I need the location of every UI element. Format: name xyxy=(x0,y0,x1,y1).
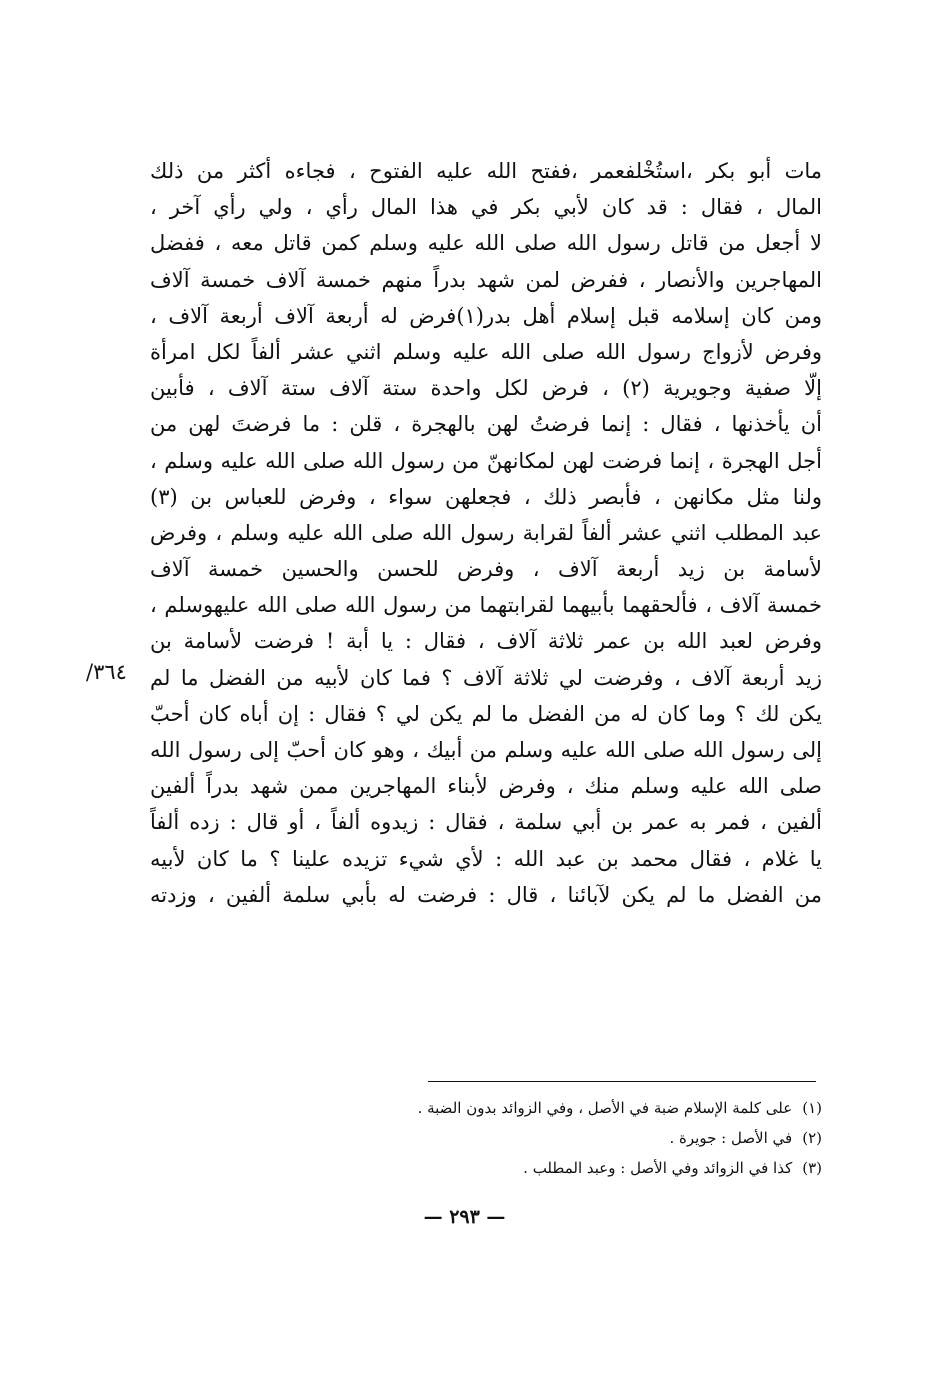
text-line: إلّا صفية وجويرية (٢) ، فرض لكل واحدة ستة آلاف ستة آلاف ، فأبين xyxy=(150,376,822,401)
text-line: مات أبو بكر ،استُخْلفعمر ،ففتح الله عليه الفتوح ، فجاءه أكثر من ذلك xyxy=(150,159,822,183)
text-line: إلى رسول الله صلى الله عليه وسلم من أبيك ، وهو كان أحبّ إلى رسول الله xyxy=(150,738,822,762)
text-line: زيد أربعة آلاف ، وفرضت لي ثلاثة آلاف ؟ فما كان لأبيه من الفضل ما لم xyxy=(150,665,822,690)
text-line: يكن لك ؟ وما كان له من الفضل ما لم يكن لي ؟ فقال : إن أباه كان أحبّ xyxy=(150,701,822,726)
footnote-text: كذا في الزوائد وفي الأصل : وعبد المطلب . xyxy=(523,1159,793,1177)
text-line: من الفضل ما لم يكن لآبائنا ، قال : فرضت له بأبي سلمة ألفين ، وزدته xyxy=(150,882,822,907)
text-line: وفرض لأزواج رسول الله صلى الله عليه وسلم اثني عشر ألفاً لكل امرأة xyxy=(150,339,822,364)
page-number: — ٢٩٣ — xyxy=(423,1206,506,1228)
text-line: عبد المطلب اثني عشر ألفاً لقرابة رسول الله صلى الله عليه وسلم ، وفرض xyxy=(150,520,822,545)
text-line: خمسة آلاف ، فألحقهما بأبيهما لقرابتهما من رسول الله صلى الله عليهوسلم ، xyxy=(150,593,822,618)
footnote-item xyxy=(300,1123,822,1153)
footnote-number: (٣) xyxy=(802,1159,822,1177)
text-line: ولنا مثل مكانهن ، فأبصر ذلك ، فجعلهن سواء ، وفرض للعباس بن (٣) xyxy=(150,484,822,509)
text-line: وفرض لعبد الله بن عمر ثلاثة آلاف ، فقال : يا أبة ! فرضت لأسامة بن xyxy=(150,629,822,654)
text-line: ألفين ، فمر به عمر بن أبي سلمة ، فقال : زيدوه ألفاً ، أو قال : زده ألفاً xyxy=(150,810,822,835)
footnote-number: (٢) xyxy=(802,1129,822,1147)
footnote-item xyxy=(300,1153,822,1183)
footnotes xyxy=(300,1093,822,1183)
footnote-text: على كلمة الإسلام ضبة في الأصل ، وفي الزوائد بدون الضبة . xyxy=(417,1099,793,1117)
text-line: المال ، فقال : قد كان لأبي بكر في هذا المال رأي ، ولي رأي آخر ، xyxy=(150,195,822,220)
text-line: يا غلام ، فقال محمد بن عبد الله : لأي شيء تزيده علينا ؟ ما كان لأبيه xyxy=(150,846,822,871)
footnote-number: (١) xyxy=(802,1099,822,1117)
text-line: أجل الهجرة ، إنما فرضت لهن لمكانهنّ من رسول الله صلى الله عليه وسلم ، xyxy=(150,448,822,473)
main-text xyxy=(150,153,822,913)
footnote-separator xyxy=(428,1081,816,1082)
footnote-text: في الأصل : جويرة . xyxy=(669,1129,793,1147)
margin-reference-number: ٣٦٤/ xyxy=(86,660,127,684)
text-line: ومن كان إسلامه قبل إسلام أهل بدر(١)فرض له أربعة آلاف أربعة آلاف ، xyxy=(150,303,822,328)
text-line: المهاجرين والأنصار ، ففرض لمن شهد بدراً منهم خمسة آلاف خمسة آلاف xyxy=(150,267,822,292)
text-line: صلى الله عليه وسلم منك ، وفرض لأبناء المهاجرين ممن شهد بدراً ألفين xyxy=(150,774,822,799)
text-line: أن يأخذنها ، فقال : إنما فرضتُ لهن بالهجرة ، قلن : ما فرضتَ لهن من xyxy=(150,412,822,437)
footnote-item xyxy=(300,1093,822,1123)
text-line: لا أجعل من قاتل رسول الله صلى الله عليه وسلم كمن قاتل معه ، ففضل xyxy=(150,231,822,256)
text-line: لأسامة بن زيد أربعة آلاف ، وفرض للحسن والحسين خمسة آلاف xyxy=(150,557,822,582)
